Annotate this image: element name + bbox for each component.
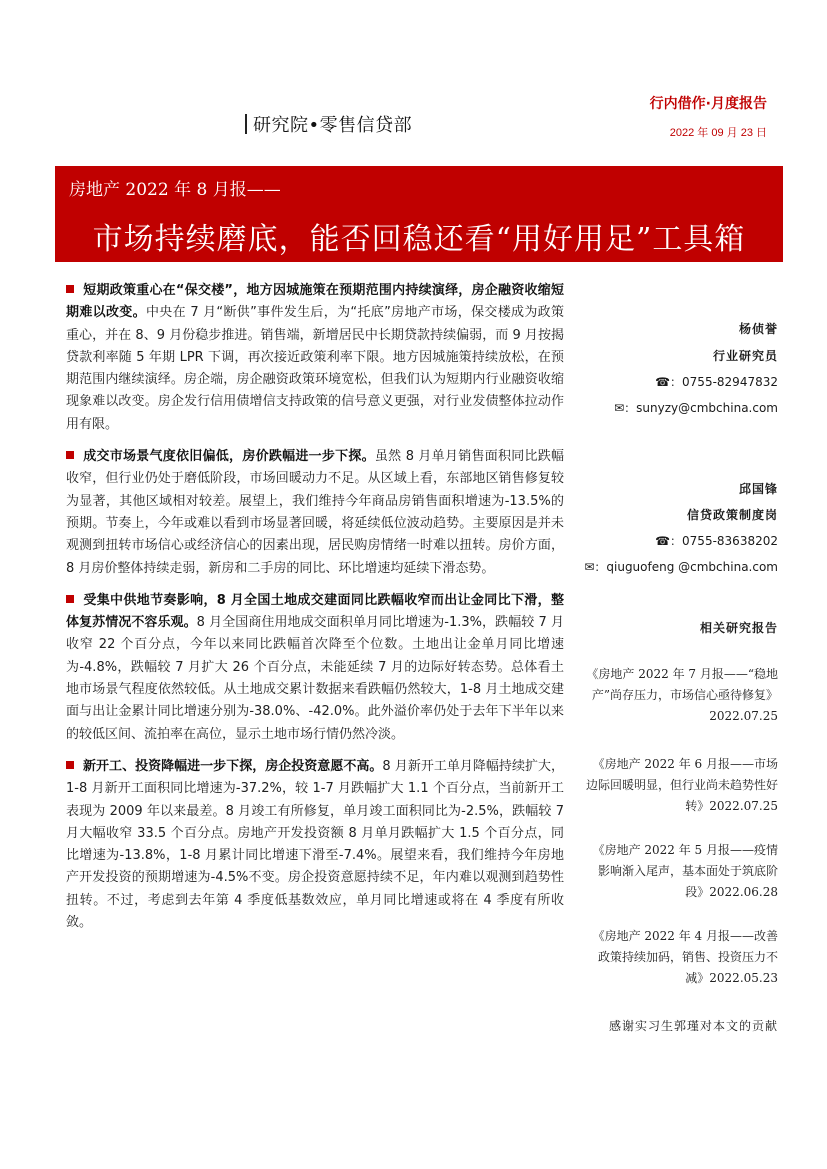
main-content	[66, 280, 564, 944]
related-report-item[interactable]: 《房地产 2022 年 7 月报——“稳地产”尚存压力，市场信心亟待修复》2022.07.25	[586, 667, 778, 723]
section-heading: 短期政策重心在“保交楼”，地方因城施策在预期范围内持续演绎，房企融资收缩短期难以改变。	[66, 283, 564, 321]
author-role: 信贷政策制度岗	[686, 508, 778, 522]
department-name: 研究院•零售信贷部	[253, 115, 413, 136]
author-phone: ☎：0755-83638202	[655, 534, 778, 548]
related-report-item[interactable]: 《房地产 2022 年 4 月报——改善政策持续加码，销售、投资压力不减》2022.05.23	[592, 929, 778, 985]
author-name: 杨侦誉	[738, 322, 778, 336]
author-email[interactable]: ✉：sunyzy@cmbchina.com	[614, 401, 778, 415]
author-role: 行业研究员	[712, 349, 778, 363]
acknowledgement: 感谢实习生郭瑾对本文的贡献	[608, 1019, 778, 1033]
author-name: 邱国锋	[738, 482, 778, 496]
author-email[interactable]: ✉：qiuguofeng @cmbchina.com	[584, 560, 778, 574]
section-transactions	[66, 446, 564, 580]
section-body: 中央在 7 月“断供”事件发生后，为“托底”房地产市场，保交楼成为政策重心，并在 8、9 月份稳步推进。销售端，新增居民中长期贷款持续偏弱，而 9 月按揭贷款利率随 5 年期 LPR 下调，再次接近政策利率下限。地方因城施策持续放松，在预期范围内继续演绎。房企端，房企融资政策环境宽松，但我们认为短期内行业融资收缩现象难以改变。房企发行信用债增信支持政策的信号意义更强，对行业发债整体拉动作用有限。	[66, 305, 564, 432]
bullet-square-icon	[66, 595, 74, 603]
section-body: 虽然 8 月单月销售面积同比跌幅收窄，但行业仍处于磨低阶段，市场回暖动力不足。从区域上看，东部地区销售修复较为显著，其他区域相对较差。展望上，我们维持今年商品房销售面积增速为-13.5%的预期。节奏上，今年或难以看到市场显著回暖，将延续低位波动趋势。主要原因是并未观测到扭转市场信心或经济信心的因素出现，居民购房情绪一时难以扭转。房价方面，8 月房价整体持续走弱，新房和二手房的同比、环比增速均延续下滑态势。	[66, 449, 564, 576]
section-heading: 受集中供地节奏影响，8 月全国土地成交建面同比跌幅收窄而出让金同比下滑，整体复苏情况不容乐观。	[66, 592, 564, 631]
related-report-item[interactable]: 《房地产 2022 年 6 月报——市场边际回暖明显，但行业尚未趋势性好转》2022.07.25	[585, 757, 778, 813]
report-subtitle: 房地产 2022 年 8 月报——	[69, 180, 281, 200]
related-reports-title: 相关研究报告	[699, 621, 778, 635]
department-header	[245, 111, 412, 137]
author-phone: ☎：0755-82947832	[655, 375, 778, 389]
bullet-square-icon	[66, 285, 74, 293]
report-type: 行内借作·月度报告	[649, 96, 767, 112]
bullet-square-icon	[66, 761, 74, 769]
report-date: 2022 年 09 月 23 日	[669, 127, 767, 139]
title-banner	[55, 166, 783, 262]
related-report-item[interactable]: 《房地产 2022 年 5 月报——疫情影响渐入尾声，基本面处于筑底阶段》2022.06.28	[592, 843, 778, 899]
section-body: 8 月新开工单月降幅持续扩大，1-8 月新开工面积同比增速为-37.2%，较 1-7 月跌幅扩大 1.1 个百分点，当前新开工表现为 2009 年以来最差。8 月竣工有所修复，单月竣工面积同比为-2.5%，跌幅较 7 月大幅收窄 33.5 个百分点。房地产开发投资额 8 月单月跌幅扩大 1.5 个百分点，同比增速为-13.8%，1-8 月累计同比增速下滑至-7.4%。展望来看，我们维持今年房地产开发投资的预期增速为-4.5%不变。房企投资意愿持续不足，年内难以观测到趋势性扭转。不过，考虑到去年第 4 季度低基数效应，单月同比增速或将在 4 季度有所收敛。	[66, 758, 564, 931]
section-heading: 成交市场景气度依旧偏低，房价跌幅进一步下探。	[83, 449, 375, 465]
section-heading: 新开工、投资降幅进一步下探，房企投资意愿不高。	[83, 758, 383, 774]
section-construction	[66, 756, 564, 934]
bullet-square-icon	[66, 451, 74, 459]
report-title: 市场持续磨底，能否回稳还看“用好用足”工具箱	[92, 222, 746, 257]
section-policy	[66, 280, 564, 436]
divider-bar	[245, 114, 247, 134]
section-land	[66, 590, 564, 746]
section-body: 8 月全国商住用地成交面积单月同比增速为-1.3%，跌幅较 7 月收窄 22 个百分点，今年以来同比跌幅首次降至个位数。土地出让金单月同比增速为-4.8%，跌幅较 7 月扩大 26 个百分点，未能延续 7 月的边际好转态势。总体看土地市场景气程度依然较低。从土地成交累计数据来看跌幅仍然较大，1-8 月土地成交建面与出让金累计同比增速分别为-38.0%、-42.0%。此外溢价率仍处于去年下半年以来的较低区间、流拍率在高位，显示土地市场行情仍然冷淡。	[66, 615, 564, 742]
